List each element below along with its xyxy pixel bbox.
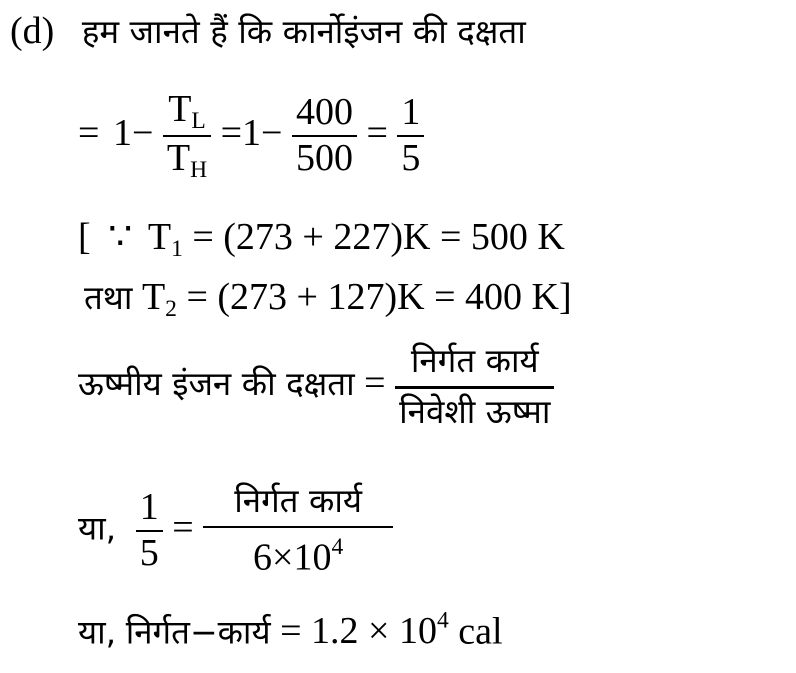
numerator: 1 <box>139 486 159 529</box>
statement-text: हम जानते हैं कि कार्नोइंजन की दक्षता <box>81 12 526 51</box>
numerator: 1 <box>401 91 421 134</box>
denominator: निवेशी ऊष्मा <box>399 391 551 431</box>
numerator: निर्गत कार्य <box>234 481 363 520</box>
option-label: (d) <box>10 10 55 52</box>
result-expression: = $1.2 \times 10^4$ <box>280 608 449 653</box>
or-prefix: या, <box>78 612 117 652</box>
open-bracket: [ <box>78 216 91 258</box>
numerator: 400 <box>295 91 353 134</box>
equals-sign: = <box>364 362 386 405</box>
temperature-symbol: $T_2$ <box>141 276 177 323</box>
numeric-ratio <box>292 91 357 180</box>
equals-sign: = <box>172 506 194 549</box>
temperature-ratio <box>163 88 211 184</box>
denominator: $6\times 10^4$ <box>253 533 344 579</box>
numerator: $T_L$ <box>168 88 206 135</box>
temperature-expression: = (273 + 127)K = 400 K] <box>186 276 572 318</box>
temperature-1-line <box>78 218 565 262</box>
one: 1 <box>242 111 262 154</box>
efficiency-equation <box>78 88 424 184</box>
or-prefix: या, <box>78 508 117 548</box>
denominator: 5 <box>401 137 421 180</box>
because-symbol: ∵ <box>108 216 133 258</box>
result-ratio <box>397 91 424 180</box>
denominator: 5 <box>139 531 159 574</box>
statement-line <box>10 12 526 50</box>
result-line <box>78 608 503 653</box>
equals-sign: = <box>366 111 388 154</box>
one: 1 <box>112 111 132 154</box>
work-fraction <box>203 482 393 580</box>
work-label: निर्गत−कार्य <box>125 612 271 652</box>
temperature-expression: = (273 + 227)K = 500 K <box>192 216 565 258</box>
numerator: निर्गत कार्य <box>410 341 539 380</box>
definition-equation <box>78 342 554 431</box>
equals-sign: = <box>220 111 243 154</box>
unit-label: cal <box>458 610 503 653</box>
definition-label: ऊष्मीय इंजन की दक्षता <box>78 364 355 404</box>
efficiency-value <box>136 486 163 575</box>
equals-sign: = <box>78 111 100 154</box>
substitution-equation <box>78 482 393 580</box>
denominator: 500 <box>295 137 353 180</box>
conjunction-word: तथा <box>84 278 133 317</box>
minus-sign: − <box>261 111 283 154</box>
definition-fraction <box>395 342 554 431</box>
minus-sign: − <box>131 111 154 154</box>
temperature-symbol: $T_1$ <box>147 216 183 263</box>
denominator: $T_H$ <box>166 137 208 184</box>
temperature-2-line <box>84 278 572 322</box>
